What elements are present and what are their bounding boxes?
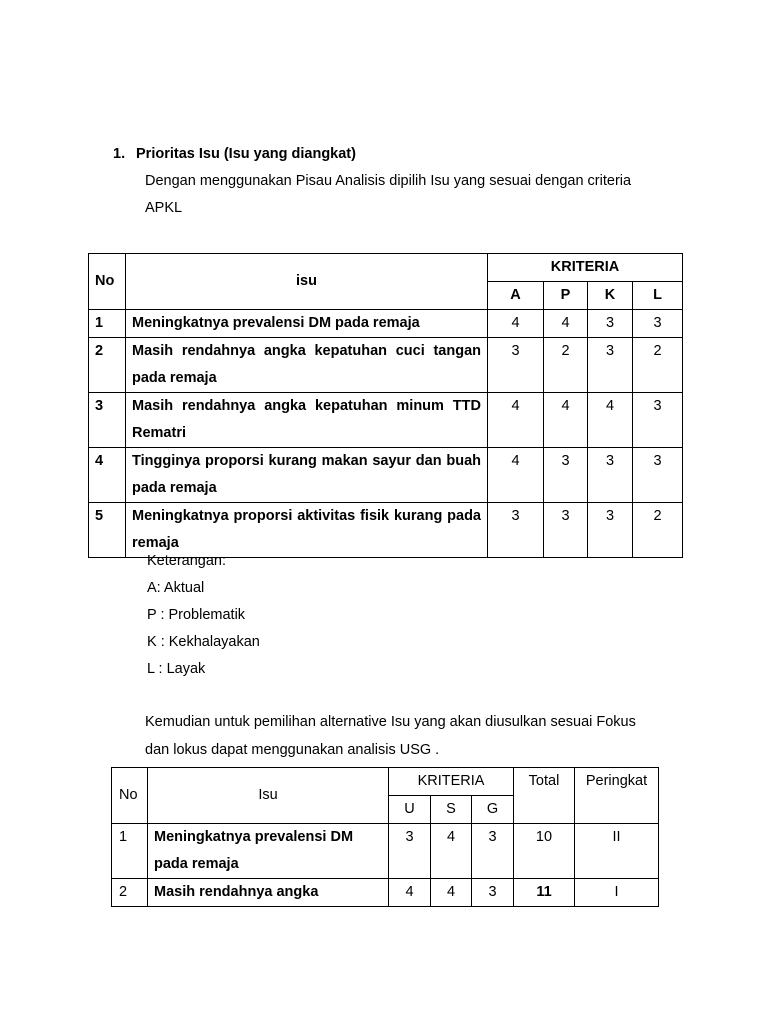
usg-row-peringkat: II	[575, 824, 659, 879]
row-isu: Masih rendahnya angka kepatuhan minum TTD Rematri	[126, 393, 488, 448]
row-l: 2	[633, 503, 683, 558]
usg-table	[111, 767, 659, 907]
row-p: 4	[544, 310, 588, 338]
row-p: 2	[544, 338, 588, 393]
table-row	[112, 879, 659, 907]
intro-line-2: APKL	[145, 200, 183, 216]
table-row	[89, 448, 683, 503]
usg-header-s: S	[431, 796, 472, 824]
table-row	[89, 338, 683, 393]
row-l: 3	[633, 393, 683, 448]
row-p: 4	[544, 393, 588, 448]
row-k: 4	[588, 393, 633, 448]
table-row	[89, 393, 683, 448]
usg-row-isu: Meningkatnya prevalensi DM pada remaja	[148, 824, 389, 879]
usg-header-peringkat: Peringkat	[575, 768, 659, 824]
usg-row-total: 11	[514, 879, 575, 907]
row-no: 3	[89, 393, 126, 448]
row-a: 3	[488, 338, 544, 393]
apkl-table	[88, 253, 683, 558]
legend-item-k: K : Kekhalayakan	[147, 634, 260, 650]
header-isu: isu	[126, 254, 488, 310]
row-k: 3	[588, 338, 633, 393]
legend-item-l: L : Layak	[147, 661, 206, 677]
row-p: 3	[544, 503, 588, 558]
legend-title: Keterangan:	[147, 553, 227, 569]
legend-item-p: P : Problematik	[147, 607, 246, 623]
usg-header-isu: Isu	[148, 768, 389, 824]
usg-row-total: 10	[514, 824, 575, 879]
row-l: 2	[633, 338, 683, 393]
legend-item-a: A: Aktual	[147, 580, 205, 596]
row-isu: Meningkatnya proporsi aktivitas fisik kurang pada remaja	[126, 503, 488, 558]
row-no: 4	[89, 448, 126, 503]
usg-row-g: 3	[472, 879, 514, 907]
usg-row-no: 1	[112, 824, 148, 879]
usg-row-s: 4	[431, 879, 472, 907]
section-title: Prioritas Isu (Isu yang diangkat)	[136, 146, 356, 162]
usg-row-u: 3	[389, 824, 431, 879]
header-l: L	[633, 282, 683, 310]
row-no: 2	[89, 338, 126, 393]
table-row	[89, 310, 683, 338]
usg-row-g: 3	[472, 824, 514, 879]
usg-intro-line-1: Kemudian untuk pemilihan alternative Isu yang akan diusulkan sesuai Fokus	[145, 714, 636, 730]
row-a: 4	[488, 310, 544, 338]
header-p: P	[544, 282, 588, 310]
usg-row-isu: Masih rendahnya angka	[148, 879, 389, 907]
row-k: 3	[588, 310, 633, 338]
header-kriteria: KRITERIA	[488, 254, 683, 282]
intro-line-1: Dengan menggunakan Pisau Analisis dipilih Isu yang sesuai dengan criteria	[145, 173, 632, 189]
row-k: 3	[588, 503, 633, 558]
header-k: K	[588, 282, 633, 310]
usg-header-total: Total	[514, 768, 575, 824]
row-isu: Tingginya proporsi kurang makan sayur dan buah pada remaja	[126, 448, 488, 503]
usg-header-kriteria: KRITERIA	[389, 768, 514, 796]
row-a: 3	[488, 503, 544, 558]
row-no: 5	[89, 503, 126, 558]
row-no: 1	[89, 310, 126, 338]
table-row	[112, 824, 659, 879]
row-l: 3	[633, 310, 683, 338]
usg-row-peringkat: I	[575, 879, 659, 907]
section-number: 1.	[113, 146, 126, 162]
usg-header-g: G	[472, 796, 514, 824]
usg-row-u: 4	[389, 879, 431, 907]
row-k: 3	[588, 448, 633, 503]
row-l: 3	[633, 448, 683, 503]
usg-row-s: 4	[431, 824, 472, 879]
header-a: A	[488, 282, 544, 310]
row-a: 4	[488, 393, 544, 448]
usg-header-u: U	[389, 796, 431, 824]
usg-row-no: 2	[112, 879, 148, 907]
row-a: 4	[488, 448, 544, 503]
usg-header-no: No	[112, 768, 148, 824]
header-no: No	[89, 254, 126, 310]
usg-intro-line-2: dan lokus dapat menggunakan analisis USG .	[145, 742, 440, 758]
row-isu: Masih rendahnya angka kepatuhan cuci tangan pada remaja	[126, 338, 488, 393]
row-p: 3	[544, 448, 588, 503]
row-isu: Meningkatnya prevalensi DM pada remaja	[126, 310, 488, 338]
